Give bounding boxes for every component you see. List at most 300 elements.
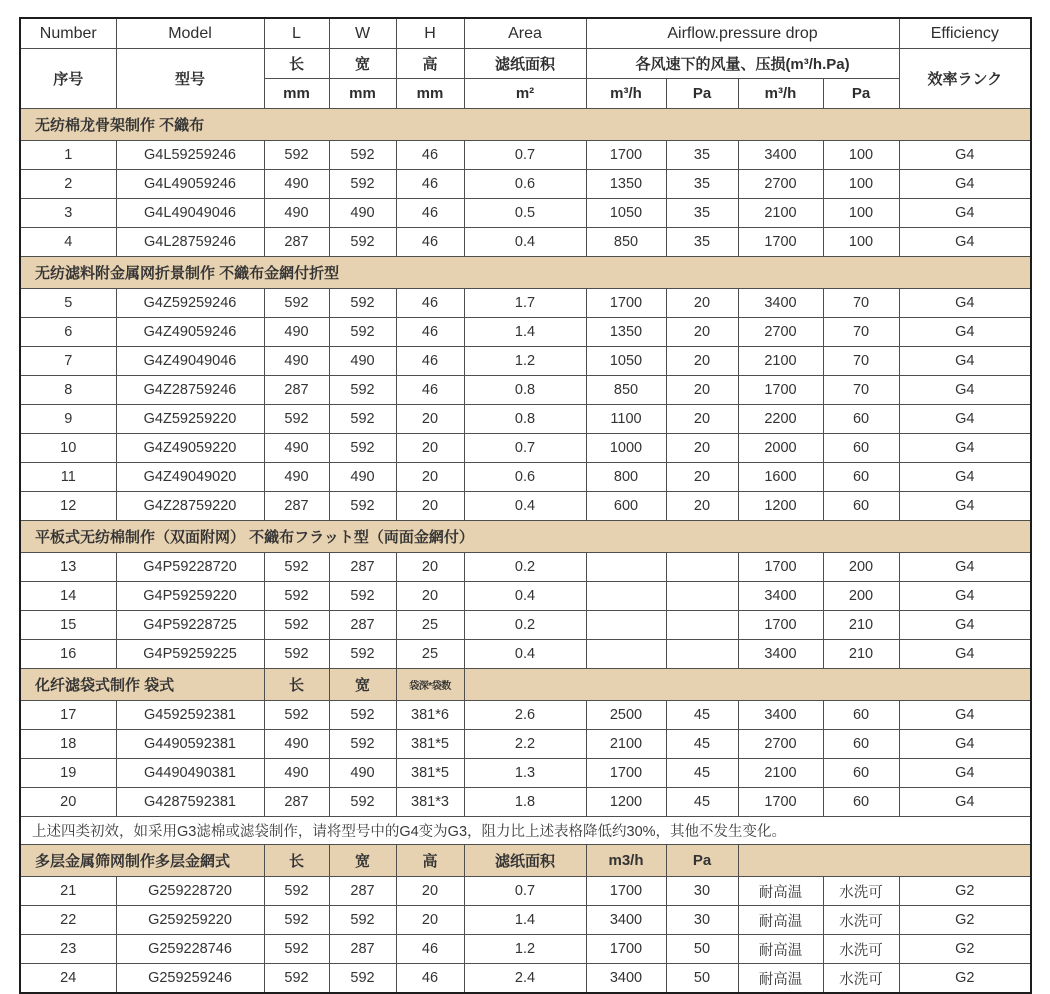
- area-cell: 2.2: [464, 730, 586, 759]
- pa2-cell: 200: [823, 553, 899, 582]
- table-row: [20, 640, 1031, 669]
- table-row: [20, 318, 1031, 347]
- number-cell: 10: [20, 434, 116, 463]
- h-cell: 46: [396, 347, 464, 376]
- section-band-col: 长: [264, 845, 329, 877]
- header-row-en: [20, 18, 1031, 49]
- pa1-cell: 50: [666, 964, 738, 994]
- number-cell: 21: [20, 877, 116, 906]
- col-area-en: Area: [464, 18, 586, 49]
- area-cell: 0.7: [464, 141, 586, 170]
- airflow1-cell: 1000: [586, 434, 666, 463]
- l-cell: 592: [264, 582, 329, 611]
- number-cell: 6: [20, 318, 116, 347]
- airflow1-cell: 1700: [586, 759, 666, 788]
- col-l-en: L: [264, 18, 329, 49]
- l-cell: 490: [264, 170, 329, 199]
- model-cell: G4P59259225: [116, 640, 264, 669]
- pa1-cell: [666, 582, 738, 611]
- table-row: [20, 611, 1031, 640]
- h-cell: 25: [396, 611, 464, 640]
- section-band: [20, 109, 1031, 141]
- h-cell: 46: [396, 228, 464, 257]
- h-cell: 46: [396, 376, 464, 405]
- col-efficiency-en: Efficiency: [899, 18, 1031, 49]
- w-cell: 592: [329, 141, 396, 170]
- w-cell: 592: [329, 730, 396, 759]
- efficiency-cell: G4: [899, 289, 1031, 318]
- h-cell: 25: [396, 640, 464, 669]
- area-cell: 0.4: [464, 640, 586, 669]
- l-cell: 592: [264, 701, 329, 730]
- col-h-en: H: [396, 18, 464, 49]
- airflow2-cell: 2100: [738, 347, 823, 376]
- w-cell: 287: [329, 935, 396, 964]
- h-cell: 46: [396, 289, 464, 318]
- table-row: [20, 935, 1031, 964]
- number-cell: 12: [20, 492, 116, 521]
- airflow1-cell: 1100: [586, 405, 666, 434]
- efficiency-cell: G4: [899, 463, 1031, 492]
- model-cell: G4Z28759220: [116, 492, 264, 521]
- section-band-col: 袋深*袋数: [396, 669, 464, 701]
- l-cell: 490: [264, 318, 329, 347]
- pa2-cell: 60: [823, 492, 899, 521]
- section-band: [20, 257, 1031, 289]
- h-cell: 20: [396, 405, 464, 434]
- h-cell: 20: [396, 492, 464, 521]
- airflow2-cell: 1600: [738, 463, 823, 492]
- col-w-cn: 宽: [329, 49, 396, 79]
- pa2-cell: 70: [823, 289, 899, 318]
- l-cell: 592: [264, 964, 329, 994]
- pa2-cell: 水洗可: [823, 906, 899, 935]
- l-cell: 592: [264, 405, 329, 434]
- table-row: [20, 199, 1031, 228]
- area-cell: 2.4: [464, 964, 586, 994]
- airflow2-cell: 1700: [738, 788, 823, 817]
- w-cell: 592: [329, 701, 396, 730]
- airflow2-cell: 2000: [738, 434, 823, 463]
- area-cell: 0.4: [464, 582, 586, 611]
- col-w-en: W: [329, 18, 396, 49]
- w-cell: 490: [329, 199, 396, 228]
- number-cell: 1: [20, 141, 116, 170]
- airflow1-cell: 2500: [586, 701, 666, 730]
- section-band: [20, 521, 1031, 553]
- efficiency-cell: G4: [899, 730, 1031, 759]
- pa1-cell: 20: [666, 318, 738, 347]
- number-cell: 7: [20, 347, 116, 376]
- number-cell: 5: [20, 289, 116, 318]
- unit-l: mm: [264, 79, 329, 109]
- col-l-cn: 长: [264, 49, 329, 79]
- airflow1-cell: 2100: [586, 730, 666, 759]
- table-row: [20, 463, 1031, 492]
- col-model-en: Model: [116, 18, 264, 49]
- pa2-cell: 60: [823, 463, 899, 492]
- efficiency-cell: G4: [899, 376, 1031, 405]
- section-title: 平板式无纺棉制作（双面附网） 不織布フラット型（両面金網付）: [20, 521, 1031, 553]
- w-cell: 592: [329, 964, 396, 994]
- pa1-cell: 35: [666, 228, 738, 257]
- model-cell: G4L49059246: [116, 170, 264, 199]
- h-cell: 46: [396, 318, 464, 347]
- area-cell: 1.3: [464, 759, 586, 788]
- pa1-cell: 20: [666, 376, 738, 405]
- efficiency-cell: G4: [899, 788, 1031, 817]
- table-row: [20, 553, 1031, 582]
- section-band-col: 宽: [329, 845, 396, 877]
- col-model-cn: 型号: [116, 49, 264, 109]
- section-band-col: Pa: [666, 845, 738, 877]
- airflow1-cell: 1200: [586, 788, 666, 817]
- pa1-cell: [666, 640, 738, 669]
- airflow2-cell: 耐高温: [738, 906, 823, 935]
- airflow1-cell: 3400: [586, 906, 666, 935]
- pa2-cell: 60: [823, 434, 899, 463]
- efficiency-cell: G4: [899, 318, 1031, 347]
- airflow1-cell: 1350: [586, 318, 666, 347]
- l-cell: 490: [264, 199, 329, 228]
- number-cell: 22: [20, 906, 116, 935]
- model-cell: G4Z49059220: [116, 434, 264, 463]
- l-cell: 592: [264, 141, 329, 170]
- efficiency-cell: G4: [899, 434, 1031, 463]
- number-cell: 11: [20, 463, 116, 492]
- section-band: [20, 845, 1031, 877]
- filter-spec-table: [19, 17, 1032, 994]
- unit-pa1: Pa: [666, 79, 738, 109]
- l-cell: 490: [264, 730, 329, 759]
- efficiency-cell: G2: [899, 877, 1031, 906]
- l-cell: 592: [264, 289, 329, 318]
- airflow2-cell: 耐高温: [738, 935, 823, 964]
- airflow2-cell: 2100: [738, 199, 823, 228]
- airflow1-cell: 1700: [586, 877, 666, 906]
- table-row: [20, 228, 1031, 257]
- number-cell: 3: [20, 199, 116, 228]
- col-h-cn: 高: [396, 49, 464, 79]
- number-cell: 13: [20, 553, 116, 582]
- airflow2-cell: 2100: [738, 759, 823, 788]
- pa2-cell: 60: [823, 759, 899, 788]
- number-cell: 23: [20, 935, 116, 964]
- pa1-cell: 20: [666, 434, 738, 463]
- col-number-en: Number: [20, 18, 116, 49]
- efficiency-cell: G4: [899, 199, 1031, 228]
- model-cell: G4490490381: [116, 759, 264, 788]
- pa2-cell: 60: [823, 788, 899, 817]
- section-title: 无纺滤料附金属网折景制作 不織布金網付折型: [20, 257, 1031, 289]
- l-cell: 490: [264, 759, 329, 788]
- l-cell: 287: [264, 228, 329, 257]
- h-cell: 46: [396, 199, 464, 228]
- airflow1-cell: 600: [586, 492, 666, 521]
- w-cell: 592: [329, 405, 396, 434]
- pa1-cell: 50: [666, 935, 738, 964]
- table-row: [20, 405, 1031, 434]
- airflow2-cell: 3400: [738, 701, 823, 730]
- table-row: [20, 582, 1031, 611]
- airflow2-cell: 2700: [738, 318, 823, 347]
- model-cell: G4592592381: [116, 701, 264, 730]
- note-row: [20, 817, 1031, 845]
- model-cell: G4P59228720: [116, 553, 264, 582]
- section-band: [20, 669, 1031, 701]
- pa1-cell: 35: [666, 141, 738, 170]
- airflow2-cell: 3400: [738, 289, 823, 318]
- efficiency-cell: G4: [899, 582, 1031, 611]
- efficiency-cell: G4: [899, 347, 1031, 376]
- pa1-cell: 35: [666, 170, 738, 199]
- pa1-cell: 35: [666, 199, 738, 228]
- area-cell: 0.8: [464, 405, 586, 434]
- area-cell: 1.8: [464, 788, 586, 817]
- h-cell: 46: [396, 935, 464, 964]
- airflow2-cell: 耐高温: [738, 877, 823, 906]
- airflow1-cell: 850: [586, 376, 666, 405]
- w-cell: 490: [329, 347, 396, 376]
- table-row: [20, 492, 1031, 521]
- number-cell: 20: [20, 788, 116, 817]
- pa2-cell: 100: [823, 228, 899, 257]
- section-band-col: 宽: [329, 669, 396, 701]
- w-cell: 490: [329, 759, 396, 788]
- col-airflow-cn: 各风速下的风量、压损(m³/h.Pa): [586, 49, 899, 79]
- pa1-cell: 20: [666, 405, 738, 434]
- area-cell: 0.8: [464, 376, 586, 405]
- h-cell: 381*6: [396, 701, 464, 730]
- efficiency-cell: G4: [899, 640, 1031, 669]
- pa2-cell: 70: [823, 376, 899, 405]
- unit-airflow1: m³/h: [586, 79, 666, 109]
- pa1-cell: 45: [666, 788, 738, 817]
- w-cell: 592: [329, 376, 396, 405]
- model-cell: G259259246: [116, 964, 264, 994]
- area-cell: 1.2: [464, 347, 586, 376]
- efficiency-cell: G4: [899, 141, 1031, 170]
- h-cell: 381*3: [396, 788, 464, 817]
- l-cell: 592: [264, 877, 329, 906]
- model-cell: G4Z49049046: [116, 347, 264, 376]
- section-band-col: 长: [264, 669, 329, 701]
- area-cell: 0.6: [464, 170, 586, 199]
- airflow1-cell: 1350: [586, 170, 666, 199]
- area-cell: 0.5: [464, 199, 586, 228]
- col-area-cn: 滤纸面积: [464, 49, 586, 79]
- number-cell: 19: [20, 759, 116, 788]
- efficiency-cell: G2: [899, 935, 1031, 964]
- table-row: [20, 730, 1031, 759]
- h-cell: 20: [396, 463, 464, 492]
- efficiency-cell: G4: [899, 611, 1031, 640]
- model-cell: G4P59228725: [116, 611, 264, 640]
- l-cell: 592: [264, 906, 329, 935]
- model-cell: G4490592381: [116, 730, 264, 759]
- airflow2-cell: 1700: [738, 228, 823, 257]
- section-band-col: m3/h: [586, 845, 666, 877]
- table-row: [20, 788, 1031, 817]
- pa1-cell: [666, 611, 738, 640]
- area-cell: 1.4: [464, 318, 586, 347]
- section-band-col: 滤纸面积: [464, 845, 586, 877]
- pa2-cell: 100: [823, 141, 899, 170]
- efficiency-cell: G4: [899, 405, 1031, 434]
- h-cell: 381*5: [396, 730, 464, 759]
- l-cell: 592: [264, 553, 329, 582]
- table-body: [20, 109, 1031, 994]
- pa1-cell: 45: [666, 701, 738, 730]
- table-row: [20, 759, 1031, 788]
- h-cell: 46: [396, 170, 464, 199]
- airflow1-cell: 1050: [586, 199, 666, 228]
- w-cell: 287: [329, 611, 396, 640]
- airflow2-cell: 耐高温: [738, 964, 823, 994]
- model-cell: G4L59259246: [116, 141, 264, 170]
- airflow2-cell: 3400: [738, 640, 823, 669]
- number-cell: 14: [20, 582, 116, 611]
- area-cell: 0.4: [464, 228, 586, 257]
- header-row-cn: [20, 49, 1031, 79]
- h-cell: 20: [396, 582, 464, 611]
- w-cell: 592: [329, 640, 396, 669]
- table-row: [20, 701, 1031, 730]
- airflow1-cell: 850: [586, 228, 666, 257]
- l-cell: 490: [264, 347, 329, 376]
- h-cell: 46: [396, 964, 464, 994]
- w-cell: 592: [329, 788, 396, 817]
- number-cell: 2: [20, 170, 116, 199]
- w-cell: 490: [329, 463, 396, 492]
- area-cell: 0.7: [464, 434, 586, 463]
- pa1-cell: 30: [666, 877, 738, 906]
- col-number-cn: 序号: [20, 49, 116, 109]
- pa2-cell: 60: [823, 730, 899, 759]
- pa1-cell: [666, 553, 738, 582]
- h-cell: 381*5: [396, 759, 464, 788]
- note-text: 上述四类初效，如采用G3滤棉或滤袋制作，请将型号中的G4变为G3，阻力比上述表格降低约30%，其他不发生变化。: [20, 817, 1031, 845]
- airflow1-cell: 1700: [586, 935, 666, 964]
- airflow2-cell: 3400: [738, 582, 823, 611]
- l-cell: 287: [264, 492, 329, 521]
- model-cell: G4P59259220: [116, 582, 264, 611]
- airflow1-cell: [586, 553, 666, 582]
- area-cell: 0.2: [464, 611, 586, 640]
- area-cell: 0.7: [464, 877, 586, 906]
- number-cell: 4: [20, 228, 116, 257]
- area-cell: 0.6: [464, 463, 586, 492]
- airflow2-cell: 2700: [738, 170, 823, 199]
- airflow2-cell: 1700: [738, 553, 823, 582]
- area-cell: 1.4: [464, 906, 586, 935]
- pa2-cell: 水洗可: [823, 935, 899, 964]
- w-cell: 592: [329, 318, 396, 347]
- airflow1-cell: 3400: [586, 964, 666, 994]
- unit-w: mm: [329, 79, 396, 109]
- table-header: [20, 18, 1031, 109]
- pa2-cell: 100: [823, 199, 899, 228]
- airflow1-cell: 1050: [586, 347, 666, 376]
- pa1-cell: 45: [666, 759, 738, 788]
- table-row: [20, 347, 1031, 376]
- pa2-cell: 210: [823, 611, 899, 640]
- h-cell: 46: [396, 141, 464, 170]
- number-cell: 17: [20, 701, 116, 730]
- table-row: [20, 141, 1031, 170]
- area-cell: 0.2: [464, 553, 586, 582]
- airflow1-cell: 1700: [586, 289, 666, 318]
- model-cell: G4Z59259246: [116, 289, 264, 318]
- l-cell: 287: [264, 788, 329, 817]
- model-cell: G259228746: [116, 935, 264, 964]
- pa2-cell: 60: [823, 701, 899, 730]
- table-row: [20, 877, 1031, 906]
- model-cell: G4L49049046: [116, 199, 264, 228]
- pa2-cell: 200: [823, 582, 899, 611]
- efficiency-cell: G4: [899, 228, 1031, 257]
- h-cell: 20: [396, 877, 464, 906]
- airflow1-cell: 800: [586, 463, 666, 492]
- unit-pa2: Pa: [823, 79, 899, 109]
- section-title: 化纤滤袋式制作 袋式: [20, 669, 264, 701]
- w-cell: 287: [329, 553, 396, 582]
- area-cell: 1.2: [464, 935, 586, 964]
- l-cell: 490: [264, 463, 329, 492]
- h-cell: 20: [396, 434, 464, 463]
- airflow1-cell: [586, 640, 666, 669]
- section-band-col: 高: [396, 845, 464, 877]
- model-cell: G4Z59259220: [116, 405, 264, 434]
- w-cell: 592: [329, 582, 396, 611]
- number-cell: 18: [20, 730, 116, 759]
- pa1-cell: 20: [666, 492, 738, 521]
- number-cell: 9: [20, 405, 116, 434]
- efficiency-cell: G2: [899, 964, 1031, 994]
- l-cell: 287: [264, 376, 329, 405]
- pa2-cell: 70: [823, 318, 899, 347]
- table-row: [20, 170, 1031, 199]
- airflow2-cell: 1700: [738, 611, 823, 640]
- airflow2-cell: 2200: [738, 405, 823, 434]
- model-cell: G259228720: [116, 877, 264, 906]
- pa2-cell: 60: [823, 405, 899, 434]
- w-cell: 592: [329, 170, 396, 199]
- pa2-cell: 水洗可: [823, 964, 899, 994]
- number-cell: 16: [20, 640, 116, 669]
- l-cell: 490: [264, 434, 329, 463]
- col-airflow-en: Airflow.pressure drop: [586, 18, 899, 49]
- airflow2-cell: 3400: [738, 141, 823, 170]
- airflow2-cell: 2700: [738, 730, 823, 759]
- w-cell: 592: [329, 434, 396, 463]
- w-cell: 592: [329, 289, 396, 318]
- airflow1-cell: [586, 611, 666, 640]
- table-row: [20, 289, 1031, 318]
- section-title: 无纺棉龙骨架制作 不織布: [20, 109, 1031, 141]
- unit-area: m²: [464, 79, 586, 109]
- model-cell: G4Z28759246: [116, 376, 264, 405]
- w-cell: 592: [329, 492, 396, 521]
- table-row: [20, 964, 1031, 994]
- airflow2-cell: 1700: [738, 376, 823, 405]
- table-row: [20, 906, 1031, 935]
- table-row: [20, 376, 1031, 405]
- pa2-cell: 100: [823, 170, 899, 199]
- pa1-cell: 20: [666, 347, 738, 376]
- table-row: [20, 434, 1031, 463]
- model-cell: G4Z49049020: [116, 463, 264, 492]
